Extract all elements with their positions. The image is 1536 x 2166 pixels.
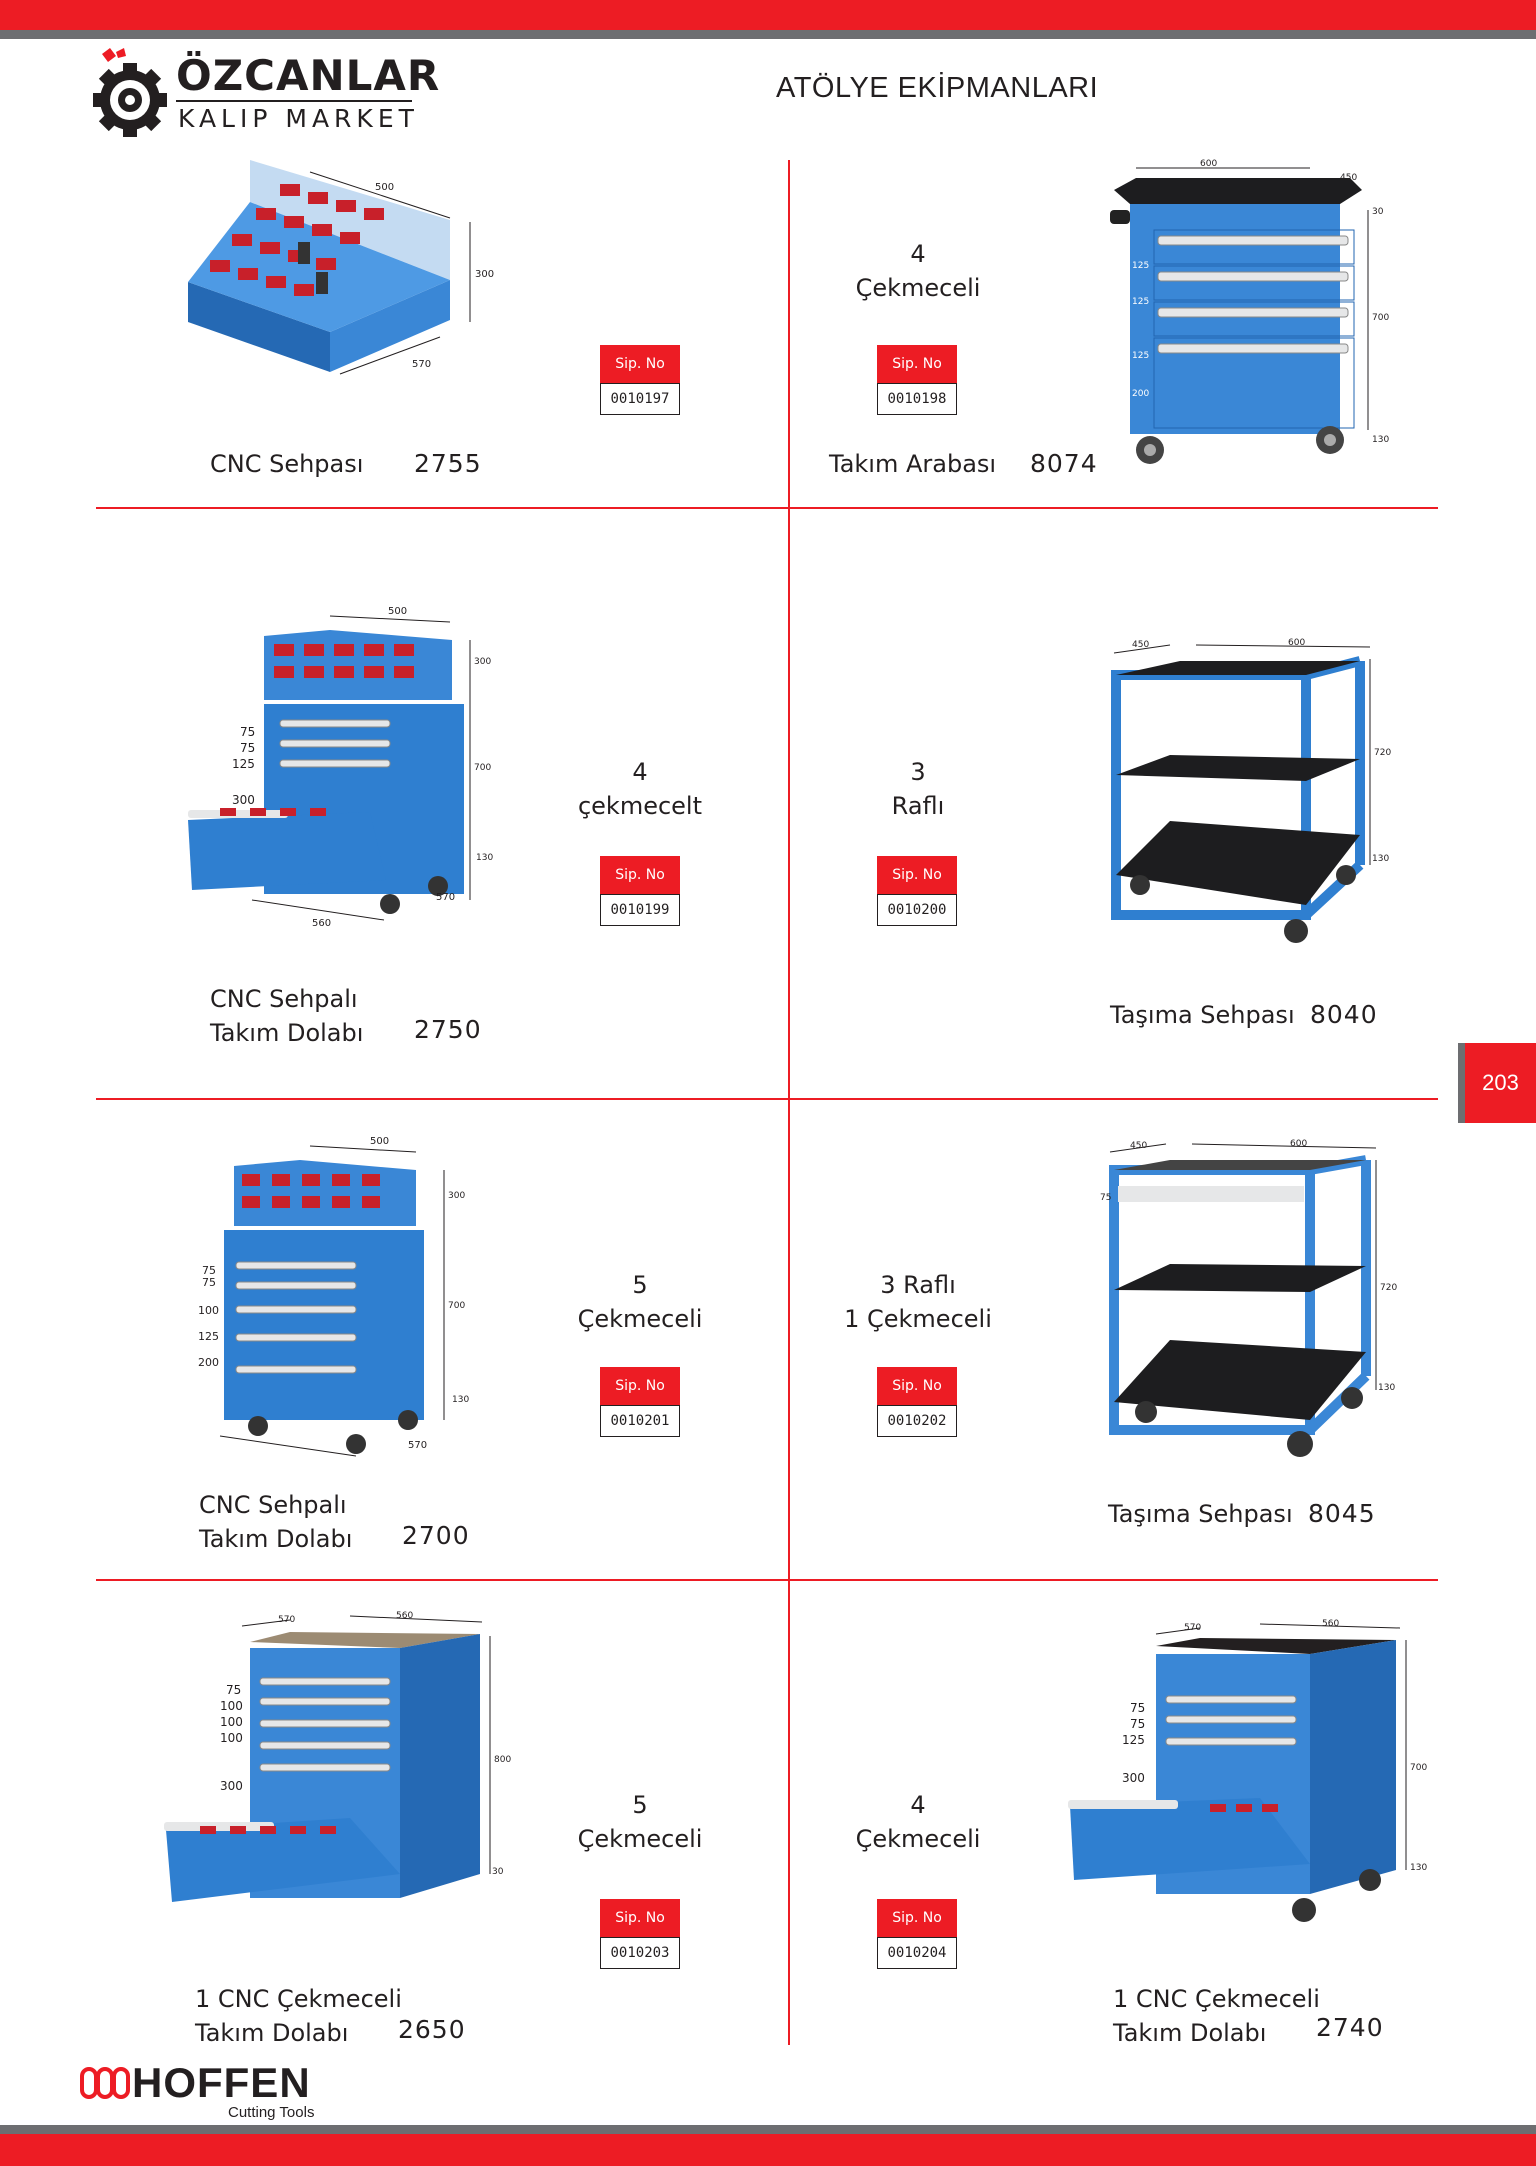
row-divider — [96, 1579, 1438, 1581]
svg-text:75: 75 — [240, 725, 256, 739]
svg-text:300: 300 — [474, 657, 492, 667]
feature-text: 3 Raflı — [891, 758, 945, 820]
feature-text: 5 Çekmeceli — [577, 1791, 703, 1853]
feature-text: 4 Çekmeceli — [855, 240, 981, 302]
svg-text:125: 125 — [1122, 1733, 1145, 1747]
svg-text:75: 75 — [202, 1264, 216, 1277]
order-number-label: Sip. No — [600, 856, 680, 894]
order-number: 0010200 — [877, 894, 957, 926]
product-image-cnc-cabinet — [180, 1130, 480, 1460]
svg-text:700: 700 — [474, 763, 492, 773]
top-red-band — [0, 0, 1536, 30]
order-number-label: Sip. No — [600, 1899, 680, 1937]
column-divider — [788, 160, 790, 2045]
bottom-red-band — [0, 2134, 1536, 2166]
product-code: 2755 — [414, 449, 482, 478]
svg-text:300: 300 — [1122, 1771, 1145, 1785]
feature-text: 3 Raflı 1 Çekmeceli — [844, 1271, 992, 1333]
page-number-tab — [1458, 1043, 1536, 1123]
svg-text:75: 75 — [226, 1683, 242, 1697]
product-name: 1 CNC Çekmeceli Takım Dolabı — [1113, 1985, 1320, 2047]
svg-text:570: 570 — [408, 1440, 428, 1451]
order-number-box — [877, 1367, 957, 1437]
order-number-label: Sip. No — [877, 345, 957, 383]
product-image-cnc-drawer-cabinet — [1060, 1620, 1436, 1940]
svg-text:100: 100 — [220, 1715, 243, 1729]
svg-text:570: 570 — [1184, 1623, 1202, 1633]
order-number: 0010198 — [877, 383, 957, 415]
feature-text: 4 çekmecelt — [577, 758, 703, 820]
svg-text:130: 130 — [452, 1395, 470, 1405]
svg-text:125: 125 — [1132, 351, 1150, 361]
svg-text:720: 720 — [1374, 748, 1392, 758]
product-name: CNC Sehpası — [210, 450, 364, 478]
ozcanlar-logo — [94, 48, 441, 138]
order-number-box — [600, 1899, 680, 1969]
product-code: 8074 — [1030, 449, 1098, 478]
order-number: 0010199 — [600, 894, 680, 926]
svg-text:75: 75 — [1100, 1193, 1112, 1203]
order-number: 0010201 — [600, 1405, 680, 1437]
order-number: 0010203 — [600, 1937, 680, 1969]
gear-icon — [94, 48, 166, 138]
svg-text:130: 130 — [1378, 1383, 1396, 1393]
order-number-box — [877, 345, 957, 415]
order-number-box — [877, 856, 957, 926]
svg-text:600: 600 — [1200, 159, 1218, 169]
svg-text:130: 130 — [1372, 435, 1390, 445]
product-code: 2650 — [398, 2015, 466, 2044]
svg-text:125: 125 — [232, 757, 255, 771]
product-name: Takım Arabası — [829, 450, 997, 478]
dimension-label: 500 — [375, 182, 395, 193]
svg-text:130: 130 — [1372, 854, 1390, 864]
logo-wordmark: ÖZCANLAR — [176, 51, 441, 100]
svg-text:450: 450 — [1340, 173, 1358, 183]
order-number-label: Sip. No — [600, 1367, 680, 1405]
order-number: 0010202 — [877, 1405, 957, 1437]
svg-text:125: 125 — [1132, 297, 1150, 307]
brand-wordmark: HOFFEN — [132, 2059, 311, 2106]
svg-text:700: 700 — [1410, 1763, 1428, 1773]
rings-icon — [80, 2066, 132, 2100]
svg-text:30: 30 — [1372, 207, 1384, 217]
product-code: 2740 — [1316, 2013, 1384, 2042]
order-number: 0010204 — [877, 1937, 957, 1969]
dimension-label: 570 — [412, 359, 432, 370]
product-code: 8040 — [1310, 1000, 1378, 1029]
svg-text:500: 500 — [388, 606, 408, 617]
svg-text:100: 100 — [220, 1699, 243, 1713]
row-divider — [96, 1098, 1438, 1100]
page-title: ATÖLYE EKİPMANLARI — [776, 72, 1099, 104]
feature-text: 4 Çekmeceli — [855, 1791, 981, 1853]
svg-text:600: 600 — [1288, 638, 1306, 648]
product-name: CNC Sehpalı Takım Dolabı — [210, 985, 364, 1047]
order-number-label: Sip. No — [877, 1899, 957, 1937]
product-image-cnc-cabinet — [180, 600, 500, 930]
bottom-grey-band — [0, 2125, 1536, 2134]
svg-text:200: 200 — [198, 1356, 219, 1369]
hoffen-logo — [80, 2059, 340, 2122]
product-name: Taşıma Sehpası — [1108, 1500, 1293, 1528]
svg-text:100: 100 — [220, 1731, 243, 1745]
product-code: 2750 — [414, 1015, 482, 1044]
top-grey-band — [0, 30, 1536, 39]
product-image-cnc-stand — [180, 162, 495, 377]
svg-text:450: 450 — [1130, 1141, 1148, 1151]
order-number-label: Sip. No — [600, 345, 680, 383]
order-number: 0010197 — [600, 383, 680, 415]
order-number-box — [600, 856, 680, 926]
svg-text:125: 125 — [1132, 261, 1150, 271]
svg-text:560: 560 — [312, 918, 332, 929]
product-image-tool-trolley — [1100, 160, 1390, 475]
page-number: 203 — [1482, 1070, 1519, 1095]
logo-subtitle: KALIP MARKET — [178, 104, 419, 133]
svg-text:800: 800 — [494, 1755, 512, 1765]
svg-text:700: 700 — [1372, 313, 1390, 323]
svg-text:125: 125 — [198, 1330, 219, 1343]
product-name: Taşıma Sehpası — [1110, 1001, 1295, 1029]
row-divider — [96, 507, 1438, 509]
svg-text:450: 450 — [1132, 640, 1150, 650]
svg-text:30: 30 — [492, 1867, 504, 1877]
svg-text:700: 700 — [448, 1301, 466, 1311]
product-code: 8045 — [1308, 1499, 1376, 1528]
order-number-box — [600, 345, 680, 415]
dimension-label: 300 — [475, 269, 495, 280]
order-number-label: Sip. No — [877, 856, 957, 894]
svg-text:560: 560 — [396, 1611, 414, 1621]
product-image-transport-cart — [1100, 635, 1400, 950]
svg-text:560: 560 — [1322, 1619, 1340, 1629]
brand-tagline: Cutting Tools — [228, 2104, 315, 2121]
svg-text:130: 130 — [476, 853, 494, 863]
svg-text:200: 200 — [1132, 389, 1150, 399]
feature-text: 5 Çekmeceli — [577, 1271, 703, 1333]
order-number-box — [877, 1899, 957, 1969]
svg-text:130: 130 — [1410, 1863, 1428, 1873]
logo-rule — [176, 100, 412, 102]
svg-text:720: 720 — [1380, 1283, 1398, 1293]
svg-text:75: 75 — [202, 1276, 216, 1289]
svg-text:75: 75 — [240, 741, 256, 755]
svg-text:100: 100 — [198, 1304, 219, 1317]
product-code: 2700 — [402, 1521, 470, 1550]
svg-text:500: 500 — [370, 1136, 390, 1147]
product-image-cnc-drawer-cabinet — [160, 1612, 510, 1932]
order-number-label: Sip. No — [877, 1367, 957, 1405]
svg-text:570: 570 — [278, 1615, 296, 1625]
svg-text:600: 600 — [1290, 1139, 1308, 1149]
product-image-transport-cart-drawer — [1100, 1140, 1400, 1460]
svg-text:75: 75 — [1130, 1717, 1146, 1731]
svg-text:300: 300 — [448, 1191, 466, 1201]
product-name: CNC Sehpalı Takım Dolabı — [199, 1491, 353, 1553]
svg-text:570: 570 — [436, 892, 456, 903]
svg-text:300: 300 — [232, 793, 255, 807]
svg-text:75: 75 — [1130, 1701, 1146, 1715]
svg-text:300: 300 — [220, 1779, 243, 1793]
order-number-box — [600, 1367, 680, 1437]
product-name: 1 CNC Çekmeceli Takım Dolabı — [195, 1985, 402, 2047]
